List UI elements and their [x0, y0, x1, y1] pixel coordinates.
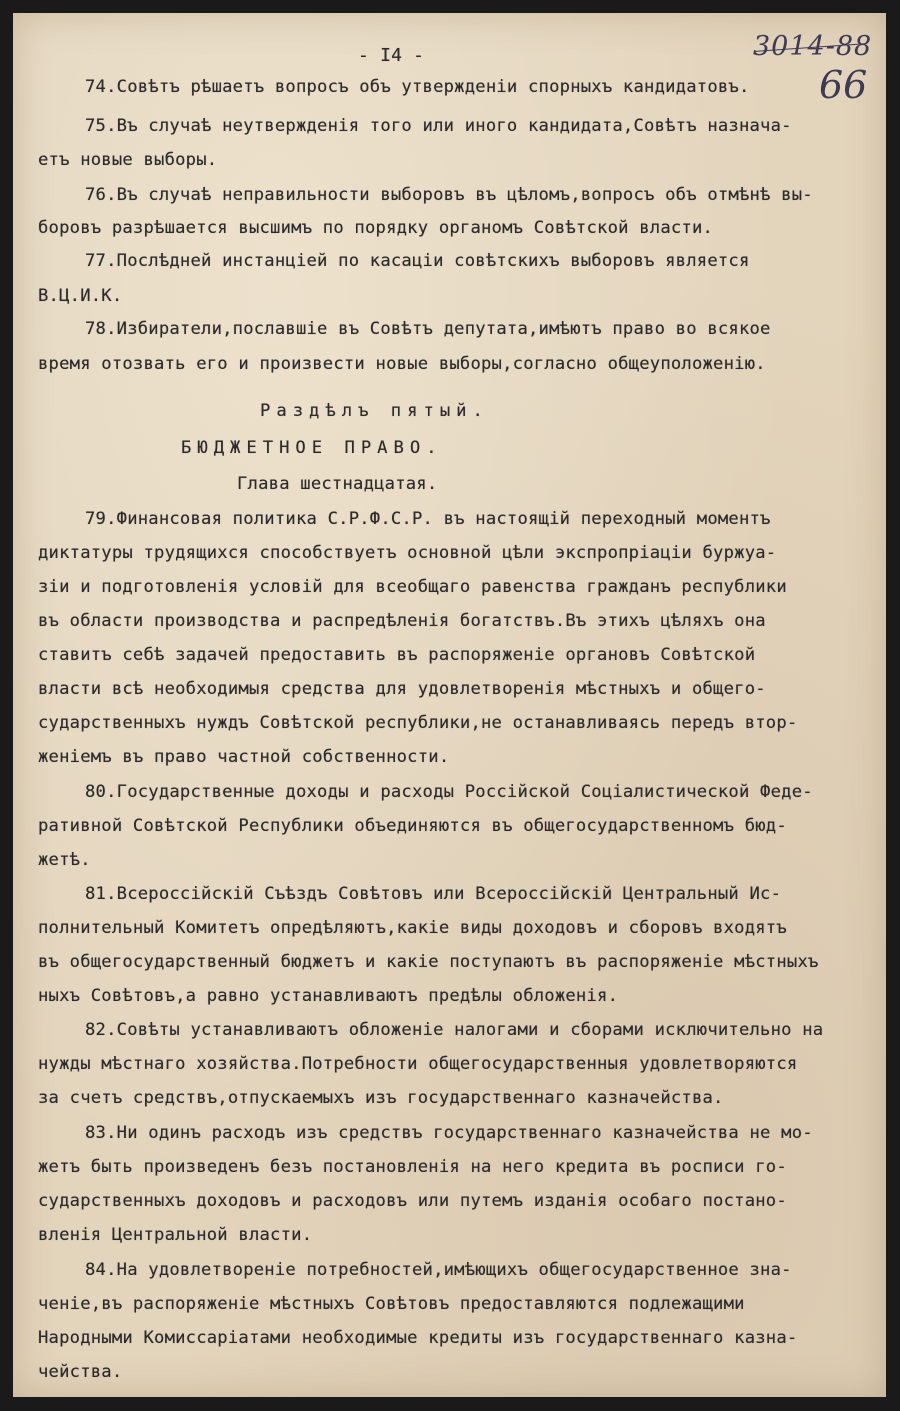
text-line: 78.Избиратели,пославшіе въ Совѣтъ депутата,имѣютъ право во всякое: [85, 319, 771, 339]
text-line: 79.Финансовая политика С.Р.Ф.С.Р. въ настоящій переходный моментъ: [85, 509, 771, 529]
document-page: [13, 13, 886, 1397]
section-title: БЮДЖЕТНОЕ ПРАВО.: [181, 438, 443, 458]
text-line: ративной Совѣтской Республики объединяются въ общегосударственномъ бюд-: [38, 816, 787, 836]
text-line: ченіе,въ распоряженіе мѣстныхъ Совѣтовъ предоставляются подлежащими: [38, 1294, 745, 1314]
text-line: 80.Государственные доходы и расходы Россійской Соціалистической Феде-: [85, 782, 813, 802]
text-line: жетѣ.: [38, 850, 91, 870]
text-line: ныхъ Совѣтовъ,а равно устанавливаютъ предѣлы обложенія.: [38, 986, 619, 1006]
text-line: власти всѣ необходимыя средства для удовлетворенія мѣстныхъ и общего-: [38, 679, 766, 699]
text-line: женіемъ въ право частной собственности.: [38, 747, 450, 767]
text-line: жетъ быть произведенъ безъ постановленія на него кредита въ росписи го-: [38, 1157, 787, 1177]
text-line: сударственныхъ нуждъ Совѣтской республики,не останавливаясь передъ втор-: [38, 713, 798, 733]
text-line: В.Ц.И.К.: [38, 286, 123, 306]
text-line: въ области производства и распредѣленія богатствъ.Въ этихъ цѣляхъ она: [38, 611, 766, 631]
text-line: 75.Въ случаѣ неутвержденія того или иного кандидата,Совѣтъ назнача-: [85, 116, 792, 136]
text-line: сударственныхъ доходовъ и расходовъ или путемъ изданія особаго постано-: [38, 1191, 787, 1211]
text-line: 77.Послѣдней инстанціей по касаціи совѣтскихъ выборовъ является: [85, 251, 750, 271]
text-line: 76.Въ случаѣ неправильности выборовъ въ цѣломъ,вопросъ объ отмѣнѣ вы-: [85, 185, 813, 205]
chapter-heading: Глава шестнадцатая.: [237, 474, 438, 494]
archive-number-handwritten: 3014-88: [753, 31, 873, 62]
text-line: ставитъ себѣ задачей предоставить въ распоряженіе органовъ Совѣтской: [38, 645, 756, 665]
text-line: етъ новые выборы.: [38, 150, 218, 170]
text-line: въ общегосударственный бюджетъ и какіе поступаютъ въ распоряженіе мѣстныхъ: [38, 952, 819, 972]
text-line: за счетъ средствъ,отпускаемыхъ изъ государственнаго казначейства.: [38, 1088, 724, 1108]
text-line: зіи и подготовленія условій для всеобщаго равенства гражданъ республики: [38, 577, 787, 597]
text-line: 81.Всероссійскій Съѣздъ Совѣтовъ или Всероссійскій Центральный Ис-: [85, 884, 782, 904]
text-line: нужды мѣстнаго хозяйства.Потребности общегосударственныя удовлетворяются: [38, 1054, 798, 1074]
text-line: чейства.: [38, 1362, 123, 1382]
text-line: полнительный Комитетъ опредѣляютъ,какіе виды доходовъ и сборовъ входятъ: [38, 918, 787, 938]
text-line: 82.Совѣты устанавливаютъ обложеніе налогами и сборами исключительно на: [85, 1020, 824, 1040]
text-line: вленія Центральной власти.: [38, 1225, 313, 1245]
folio-number-handwritten: 66: [819, 63, 868, 107]
text-line: 84.На удовлетвореніе потребностей,имѣющихъ общегосударственное зна-: [85, 1260, 792, 1280]
text-line: диктатуры трудящихся способствуетъ основной цѣли экспропріаціи буржуа-: [38, 543, 777, 563]
text-line: Народными Комиссаріатами необходимые кредиты изъ государственнаго казна-: [38, 1328, 798, 1348]
section-heading: Раздѣлъ пятый.: [260, 401, 489, 421]
page-number: - I4 -: [358, 45, 425, 66]
text-line: 83.Ни одинъ расходъ изъ средствъ государственнаго казначейства не мо-: [85, 1123, 813, 1143]
text-line: время отозвать его и произвести новые выборы,согласно общеуположенію.: [38, 354, 766, 374]
text-line: 74.Совѣтъ рѣшаетъ вопросъ объ утвержденіи спорныхъ кандидатовъ.: [85, 77, 750, 97]
text-line: боровъ разрѣшается высшимъ по порядку органомъ Совѣтской власти.: [38, 218, 714, 238]
